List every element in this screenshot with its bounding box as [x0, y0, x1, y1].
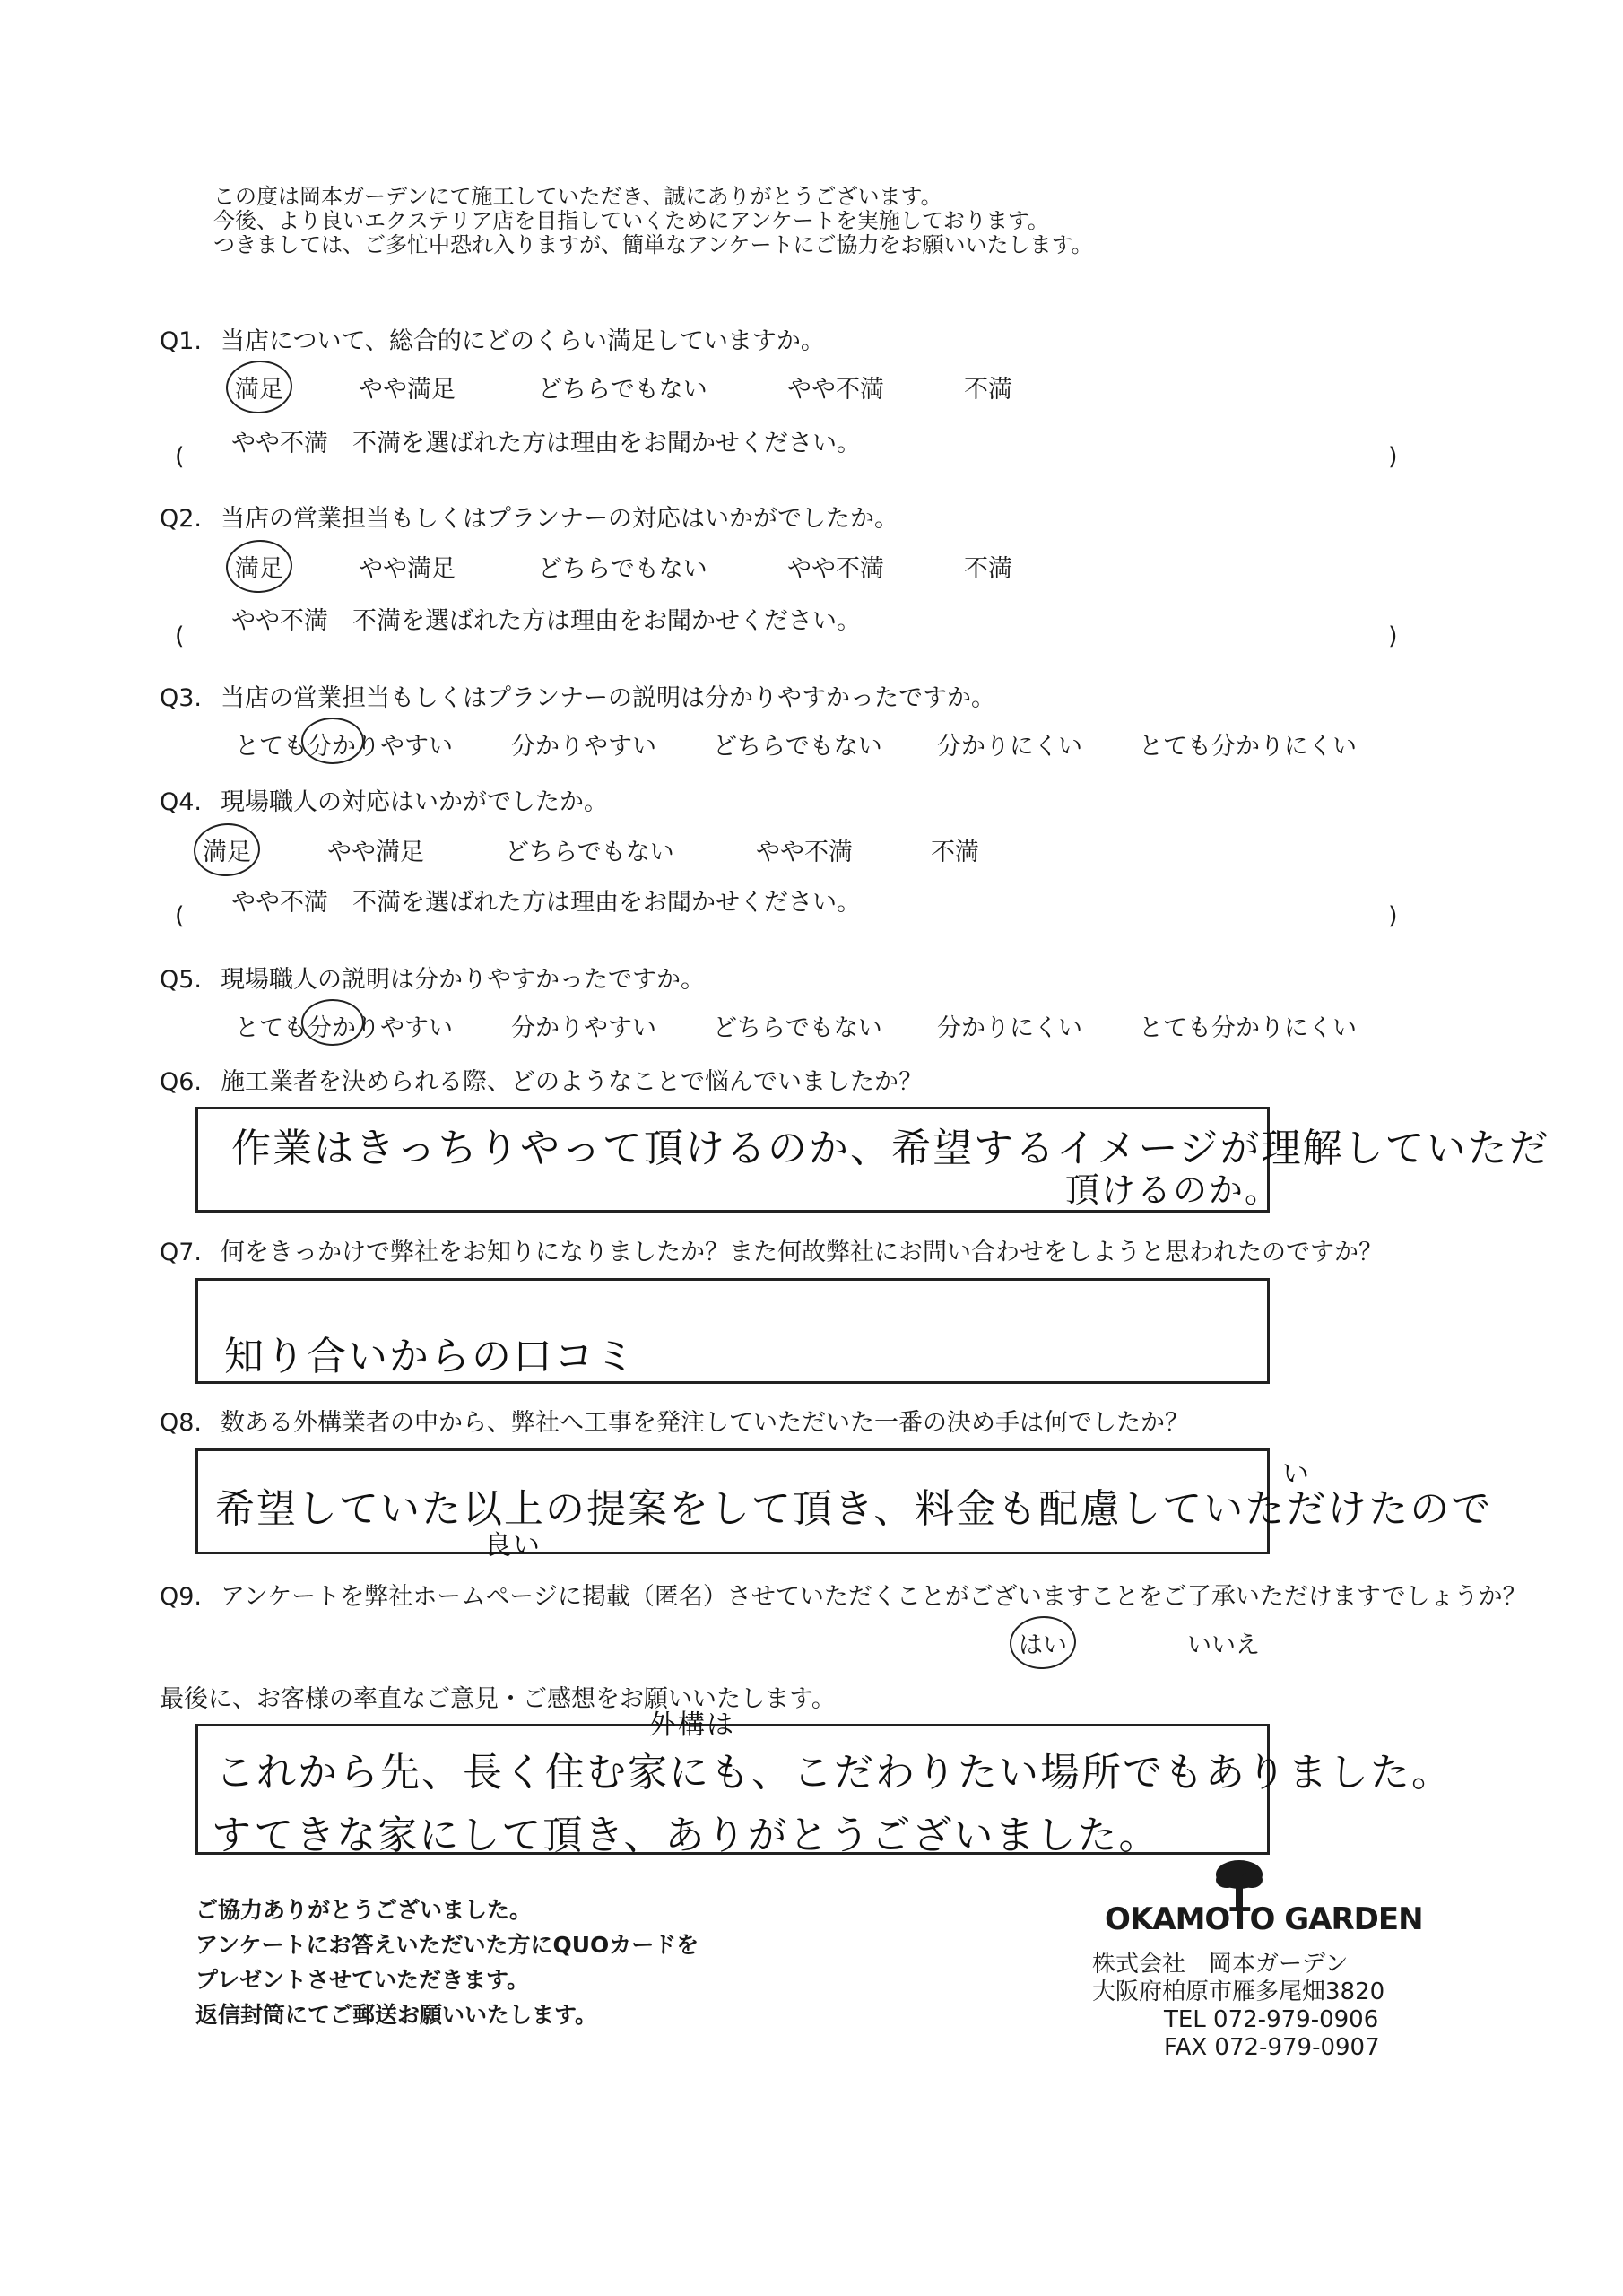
- q1-option-somewhat-satisfied[interactable]: やや満足: [359, 376, 456, 404]
- q8-insert-note: 良い: [484, 1530, 542, 1561]
- q9-option-yes[interactable]: はい: [1019, 1625, 1067, 1660]
- q2-option-satisfied[interactable]: 満足: [235, 549, 283, 584]
- q2-text: 当店の営業担当もしくはプランナーの対応はいかがでしたか。: [221, 505, 898, 533]
- q9-number: Q9.: [160, 1583, 203, 1611]
- q4-option-somewhat-dissatisfied[interactable]: やや不満: [756, 839, 853, 866]
- q4-option-satisfied[interactable]: 満足: [203, 832, 251, 867]
- q5-number: Q5.: [160, 966, 203, 994]
- q5-question: [160, 960, 705, 995]
- q6-text: 施工業者を決められる際、どのようなことで悩んでいましたか？: [221, 1068, 923, 1096]
- q4-text: 現場職人の対応はいかがでしたか。: [221, 788, 608, 816]
- q9-question: [160, 1577, 1527, 1612]
- company-logo: [1105, 1858, 1423, 1937]
- q5-text: 現場職人の説明は分かりやすかったですか。: [221, 966, 705, 994]
- q4-option-dissatisfied[interactable]: 不満: [931, 839, 979, 866]
- intro-line: つきましては、ご多忙中恐れ入りますが、簡単なアンケートにご協力をお願いいたします。: [213, 232, 1093, 257]
- q3-option-very-hard[interactable]: とても分かりにくい: [1139, 733, 1357, 761]
- final-answer-line2: すてきな家にして頂き、ありがとうございました。: [212, 1813, 1160, 1858]
- q7-answer: 知り合いからの口コミ: [224, 1334, 637, 1379]
- footer-thanks: [195, 1892, 699, 2032]
- q5-options: [0, 1008, 1623, 1044]
- q3-selection-mark: [301, 718, 364, 764]
- q2-option-dissatisfied[interactable]: 不満: [964, 555, 1012, 583]
- q8-number: Q8.: [160, 1409, 203, 1437]
- q2-options: [0, 549, 1623, 585]
- q6-question: [160, 1062, 923, 1097]
- intro-line: この度は岡本ガーデンにて施工していただき、誠にありがとうございます。: [213, 184, 942, 209]
- q1-paren-open: (: [175, 443, 185, 471]
- company-tel: TEL 072-979-0906: [1164, 2006, 1379, 2033]
- q7-text: 何をきっかけで弊社をお知りになりましたか？また何故弊社にお問い合わせをしようと思われたのですか？: [221, 1239, 1383, 1266]
- intro-line: 今後、より良いエクステリア店を目指していくためにアンケートを実施しております。: [213, 208, 1049, 233]
- q2-question: [160, 499, 898, 534]
- q1-option-satisfied[interactable]: 満足: [235, 370, 283, 404]
- footer-line: 返信封筒にてご郵送お願いいたします。: [195, 2002, 598, 2028]
- q4-option-neutral[interactable]: どちらでもない: [505, 839, 674, 866]
- footer-line: プレゼントさせていただきます。: [195, 1967, 530, 1993]
- q4-number: Q4.: [160, 788, 203, 816]
- intro-text: [213, 185, 1289, 257]
- final-answer-line1: これから先、長く住む家にも、こだわりたい場所でもありました。: [215, 1750, 1453, 1796]
- q8-text: 数ある外構業者の中から、弊社へ工事を発注していただいた一番の決め手は何でしたか？: [221, 1409, 1189, 1437]
- q2-option-somewhat-dissatisfied[interactable]: やや不満: [787, 555, 884, 583]
- q5-selection-mark: [301, 999, 364, 1046]
- q9-text: アンケートを弊社ホームページに掲載（匿名）させていただくことがございますことをご了承いただけますでしょうか？: [221, 1583, 1527, 1611]
- q3-text: 当店の営業担当もしくはプランナーの説明は分かりやすかったですか。: [221, 684, 995, 712]
- q8-question: [160, 1403, 1189, 1438]
- company-name: 株式会社 岡本ガーデン: [1092, 1951, 1349, 1978]
- company-address: 大阪府柏原市雁多尾畑3820: [1092, 1979, 1385, 2005]
- q1-option-dissatisfied[interactable]: 不満: [964, 376, 1012, 404]
- q1-text: 当店について、総合的にどのくらい満足していますか。: [221, 327, 825, 355]
- q1-options: [0, 370, 1623, 405]
- q7-number: Q7.: [160, 1239, 203, 1266]
- q2-number: Q2.: [160, 505, 203, 533]
- q6-number: Q6.: [160, 1068, 203, 1096]
- q8-answer: 希望していた以上の提案をして頂き、料金も配慮していただけたので: [215, 1486, 1493, 1532]
- q3-options: [0, 726, 1623, 762]
- q5-option-very-easy[interactable]: とても分かりやすい: [235, 1014, 453, 1042]
- q3-option-easy[interactable]: 分かりやすい: [511, 733, 656, 761]
- q3-option-hard[interactable]: 分かりにくい: [937, 733, 1082, 761]
- q1-question: [160, 321, 825, 356]
- q5-option-hard[interactable]: 分かりにくい: [937, 1014, 1082, 1042]
- q1-option-somewhat-dissatisfied[interactable]: やや不満: [787, 376, 884, 404]
- q8-superscript-note: い: [1282, 1458, 1311, 1490]
- q4-options: [0, 832, 1623, 868]
- q1-paren-close: ): [1388, 443, 1398, 471]
- q3-number: Q3.: [160, 684, 203, 712]
- q6-answer-line1: 作業はきっちりやって頂けるのか、希望するイメージが理解していただ: [231, 1126, 1550, 1171]
- q3-option-neutral[interactable]: どちらでもない: [713, 733, 882, 761]
- q2-paren-open: (: [175, 622, 185, 650]
- q1-number: Q1.: [160, 327, 203, 355]
- q2-paren-close: ): [1388, 622, 1398, 650]
- footer-line: ご協力ありがとうございました。: [195, 1897, 533, 1923]
- q3-question: [160, 678, 995, 713]
- logo-text: OKAMOTO GARDEN: [1105, 1901, 1423, 1937]
- q4-question: [160, 782, 608, 817]
- q1-reason-label: やや不満 不満を選ばれた方は理由をお聞かせください。: [231, 430, 861, 457]
- final-question: 最後に、お客様の率直なご意見・ご感想をお願いいたします。: [160, 1685, 836, 1713]
- q5-option-easy[interactable]: 分かりやすい: [511, 1014, 656, 1042]
- q4-reason-label: やや不満 不満を選ばれた方は理由をお聞かせください。: [231, 889, 861, 917]
- q5-option-very-hard[interactable]: とても分かりにくい: [1139, 1014, 1357, 1042]
- q3-option-very-easy[interactable]: とても分かりやすい: [235, 733, 453, 761]
- q2-reason-label: やや不満 不満を選ばれた方は理由をお聞かせください。: [231, 607, 861, 635]
- q2-option-somewhat-satisfied[interactable]: やや満足: [359, 555, 456, 583]
- q4-option-somewhat-satisfied[interactable]: やや満足: [327, 839, 424, 866]
- q4-paren-open: (: [175, 902, 185, 930]
- q5-option-neutral[interactable]: どちらでもない: [713, 1014, 882, 1042]
- q6-answer-line2: 頂けるのか。: [1065, 1170, 1281, 1210]
- final-insert-note: 外構は: [649, 1709, 735, 1741]
- q4-paren-close: ): [1388, 902, 1398, 930]
- q7-question: [160, 1232, 1383, 1267]
- q1-option-neutral[interactable]: どちらでもない: [538, 376, 707, 404]
- q9-option-no[interactable]: いいえ: [1187, 1631, 1260, 1659]
- q9-options: [0, 1625, 1623, 1661]
- company-fax: FAX 072-979-0907: [1164, 2034, 1380, 2061]
- footer-line: アンケートにお答えいただいた方にQUOカードを: [195, 1932, 699, 1958]
- company-info: [1092, 1951, 1384, 2062]
- q2-option-neutral[interactable]: どちらでもない: [538, 555, 707, 583]
